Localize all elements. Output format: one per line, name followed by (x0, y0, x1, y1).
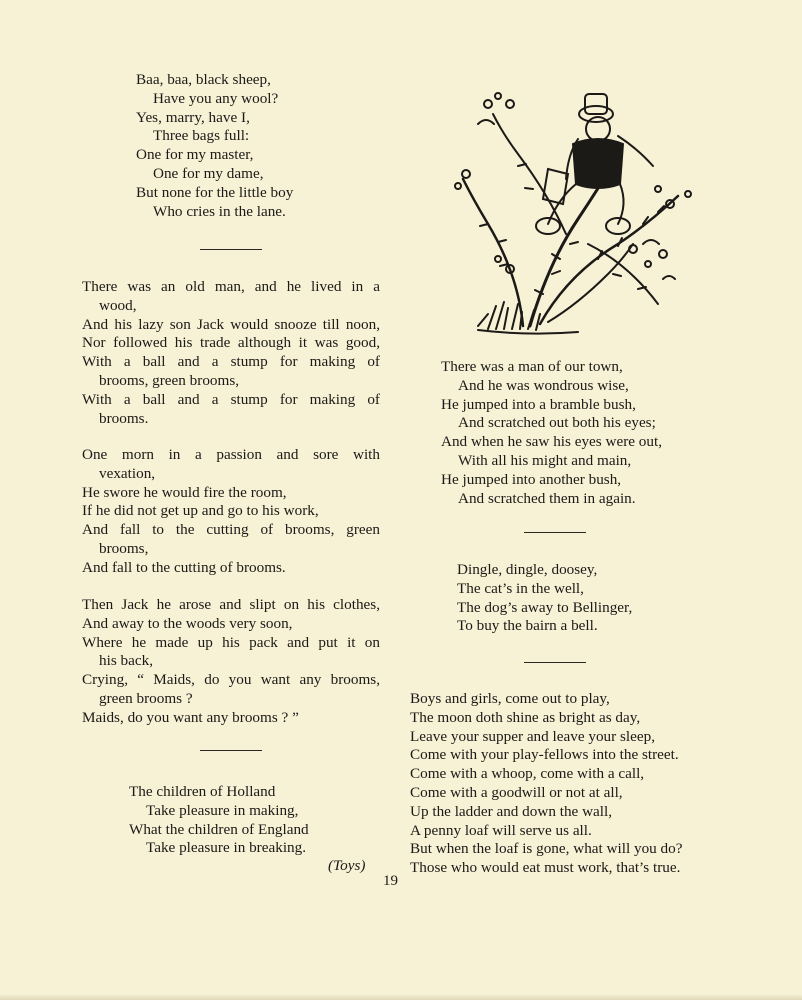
poem-line: Baa, baa, black sheep, (136, 71, 271, 88)
page-bottom-edge (0, 994, 802, 1000)
section-divider (200, 249, 262, 250)
poem-line: And away to the woods very soon, (82, 614, 293, 632)
poem-line: With a ball and a stump for making of (82, 390, 380, 408)
poem-line: Then Jack he arose and slipt on his clothes, (82, 596, 380, 613)
poem-old-man-stanza-2 (82, 446, 380, 578)
poem-baa-black-sheep (136, 71, 293, 221)
poem-line: Take pleasure in making, (146, 801, 299, 819)
poem-line: Where he made up his pack and put it on (82, 633, 380, 651)
poem-line: The dog’s away to Bellinger, (457, 598, 633, 616)
poem-line: his back, (99, 652, 153, 670)
poem-line: Crying, “ Maids, do you want any brooms, (82, 671, 380, 689)
poem-line: There was a man of our town, (441, 358, 623, 375)
section-divider (524, 662, 586, 663)
poem-line: Nor followed his trade although it was good, (82, 334, 380, 352)
poem-line: Maids, do you want any brooms ? ” (82, 708, 299, 726)
poem-old-man-stanza-1 (82, 278, 380, 428)
poem-line: And he was wondrous wise, (458, 376, 629, 394)
poem-line: But none for the little boy (136, 183, 294, 201)
poem-line: wood, (99, 296, 137, 314)
poem-man-of-our-town (441, 358, 662, 508)
section-divider (200, 750, 262, 751)
poem-line: brooms, green brooms, (99, 371, 240, 389)
poem-line: What the children of England (129, 820, 309, 838)
poem-line: Leave your supper and leave your sleep, (410, 727, 656, 745)
poem-line: vexation, (99, 464, 156, 482)
poem-line: And scratched out both his eyes; (458, 414, 656, 432)
poem-line: Three bags full: (153, 127, 250, 145)
poem-line: Dingle, dingle, doosey, (457, 561, 598, 578)
poem-line: brooms, (99, 539, 149, 557)
poem-old-man-stanza-3 (82, 596, 380, 728)
poem-line: One morn in a passion and sore with (82, 446, 380, 463)
poem-boys-and-girls (410, 690, 683, 878)
poem-line: With all his might and main, (458, 451, 632, 469)
poem-line: The cat’s in the well, (457, 579, 584, 597)
section-divider (524, 532, 586, 533)
poem-line: He swore he would fire the room, (82, 483, 287, 501)
poem-line: One for my dame, (153, 164, 264, 182)
poem-line: Who cries in the lane. (153, 202, 286, 220)
poem-line: To buy the bairn a bell. (457, 617, 598, 635)
poem-line: green brooms ? (99, 689, 193, 707)
poem-line: He jumped into another bush, (441, 470, 622, 488)
poem-line: Come with a whoop, come with a call, (410, 765, 645, 783)
man-in-bramble-bush-illustration (448, 74, 712, 346)
poem-line: Come with a goodwill or not at all, (410, 783, 623, 801)
poem-line: Have you any wool? (153, 89, 279, 107)
poem-line: One for my master, (136, 146, 254, 164)
poem-line: There was an old man, and he lived in a (82, 278, 380, 295)
poem-line: A penny loaf will serve us all. (410, 821, 592, 839)
poem-children-of-holland (129, 783, 309, 858)
poem-line: Take pleasure in breaking. (146, 839, 307, 857)
page-number: 19 (383, 873, 398, 889)
poem-line: With a ball and a stump for making of (82, 353, 380, 371)
poem-line: And scratched them in again. (458, 489, 636, 507)
poem-line: Yes, marry, have I, (136, 108, 250, 126)
poem-dingle-dingle (457, 561, 632, 636)
poem-line: The children of Holland (129, 783, 276, 800)
poem-line: And when he saw his eyes were out, (441, 433, 663, 451)
poem-caption-toys: (Toys) (328, 857, 366, 874)
poem-line: And fall to the cutting of brooms, green (82, 521, 380, 539)
poem-line: Come with your play-fellows into the street. (410, 746, 679, 764)
poem-line: He jumped into a bramble bush, (441, 395, 636, 413)
poem-line: Up the ladder and down the wall, (410, 802, 613, 820)
poem-line: Those who would eat must work, that’s true. (410, 859, 681, 877)
poem-line: But when the loaf is gone, what will you do? (410, 840, 683, 858)
poem-line: Boys and girls, come out to play, (410, 690, 610, 707)
poem-line: And his lazy son Jack would snooze till noon, (82, 315, 380, 333)
poem-line: And fall to the cutting of brooms. (82, 558, 286, 576)
poem-line: The moon doth shine as bright as day, (410, 708, 641, 726)
poem-line: If he did not get up and go to his work, (82, 502, 319, 520)
poem-line: brooms. (99, 409, 149, 427)
